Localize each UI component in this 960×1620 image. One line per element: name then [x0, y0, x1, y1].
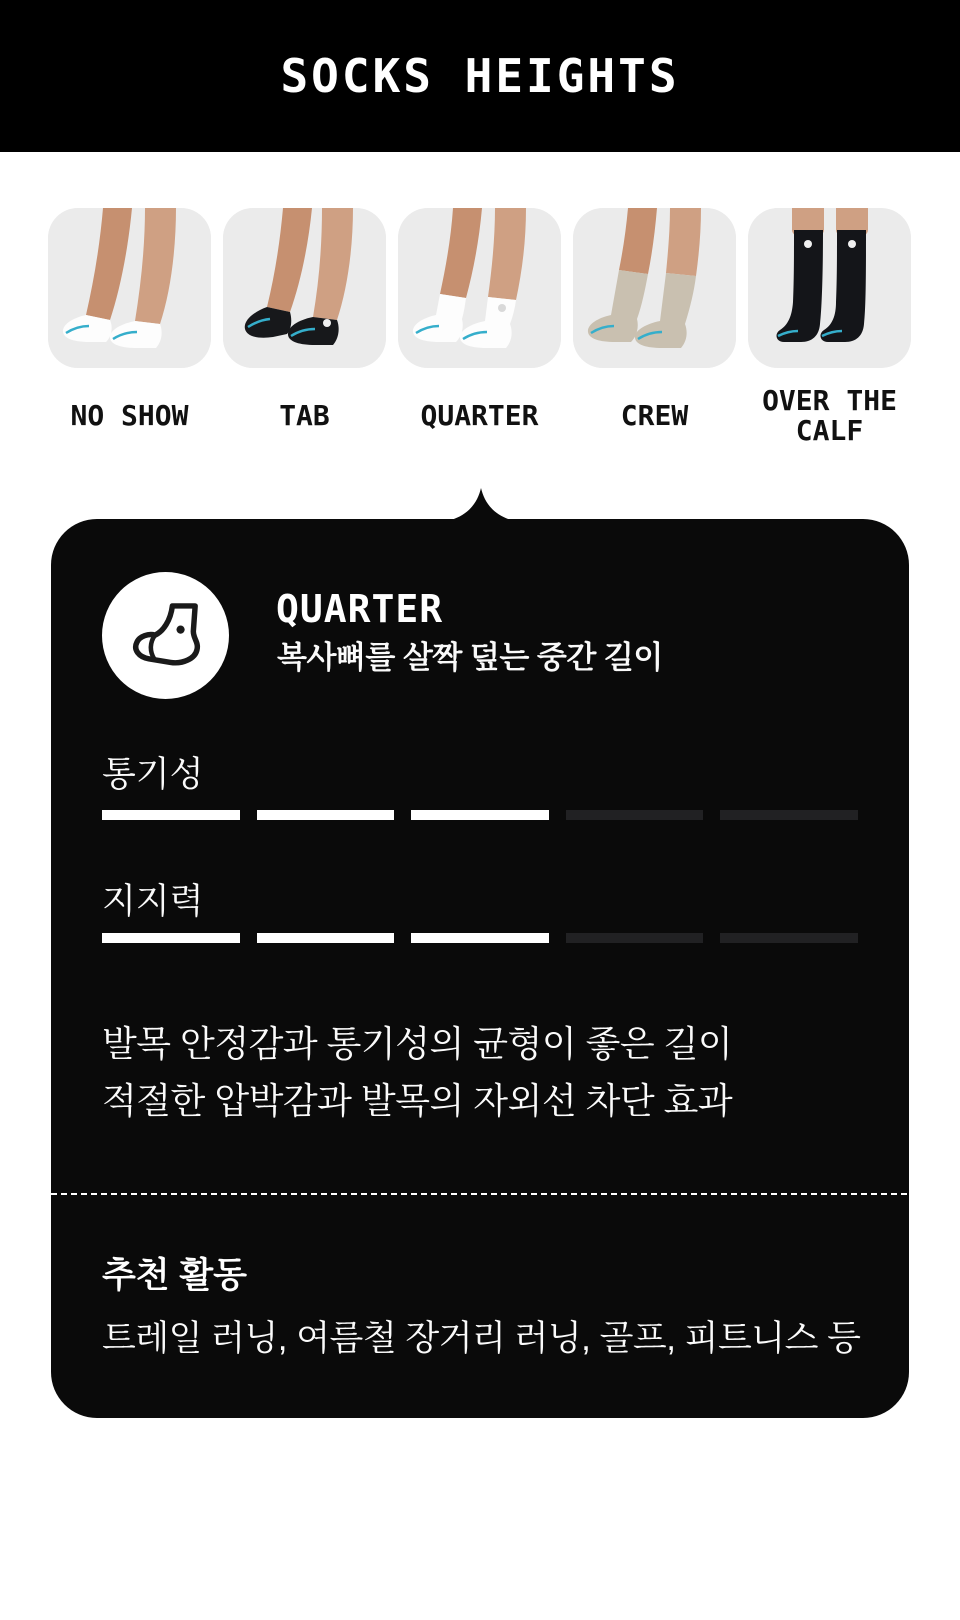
rating-bars-breathability	[102, 810, 858, 820]
sock-photo-over-the-calf[interactable]	[748, 208, 911, 368]
sock-icon-badge	[102, 572, 229, 699]
rating-bar-segment	[257, 933, 395, 943]
rating-label-support: 지지력	[102, 882, 204, 921]
rating-bar-segment	[411, 933, 549, 943]
rating-bars-support	[102, 933, 858, 943]
description-line-1: 발목 안정감과 통기성의 균형이 좋은 길이	[102, 1023, 733, 1064]
no-show-illustration	[48, 208, 211, 368]
rating-bar-segment	[411, 810, 549, 820]
card-subtitle: 복사뼈를 살짝 덮는 중간 길이	[277, 640, 663, 675]
crew-illustration	[573, 208, 736, 368]
tab-illustration	[223, 208, 386, 368]
rating-bar-segment	[257, 810, 395, 820]
recommend-activities-text: 트레일 러닝, 여름철 장거리 러닝, 골프, 피트니스 등	[102, 1319, 861, 1358]
rating-bar-segment	[102, 810, 240, 820]
sock-photo-no-show[interactable]	[48, 208, 211, 368]
card-pointer-arrow	[451, 488, 511, 520]
card-title: QUARTER	[276, 587, 444, 631]
quarter-illustration	[398, 208, 561, 368]
label-crew: CREW	[620, 399, 689, 432]
rating-bar-segment	[720, 933, 858, 943]
label-tab: TAB	[279, 399, 330, 432]
recommend-activities-title: 추천 활동	[102, 1256, 247, 1295]
quarter-sock-icon	[125, 595, 207, 677]
sock-type-labels	[48, 386, 912, 446]
label-no-show: NO SHOW	[70, 399, 189, 432]
rating-label-breathability: 통기성	[102, 755, 204, 794]
sock-photo-quarter[interactable]	[398, 208, 561, 368]
card-description	[102, 1015, 862, 1129]
description-line-2: 적절한 압박감과 발목의 자외선 차단 효과	[102, 1080, 733, 1121]
rating-bar-segment	[566, 810, 704, 820]
sock-type-tiles	[48, 208, 912, 368]
label-quarter: QUARTER	[420, 399, 539, 432]
sock-photo-tab[interactable]	[223, 208, 386, 368]
header-banner	[0, 0, 960, 152]
rating-bar-segment	[102, 933, 240, 943]
page-title: SOCKS HEIGHTS	[280, 49, 680, 103]
over-the-calf-illustration	[748, 208, 911, 368]
rating-bar-segment	[566, 933, 704, 943]
label-over-the-calf: OVER THE CALF	[762, 384, 897, 447]
rating-bar-segment	[720, 810, 858, 820]
quarter-detail-card	[51, 519, 909, 1418]
sock-photo-crew[interactable]	[573, 208, 736, 368]
dashed-divider	[51, 1193, 909, 1195]
